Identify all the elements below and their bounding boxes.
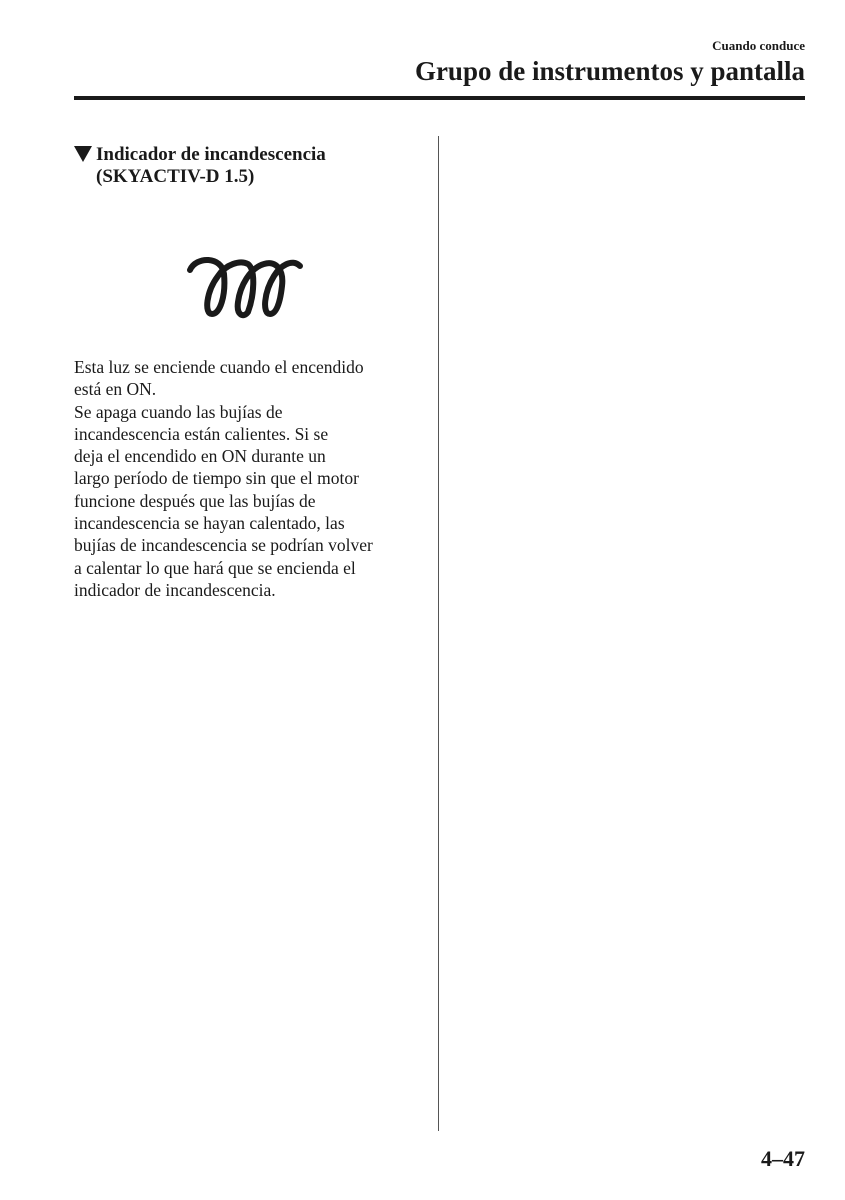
- section-label: Cuando conduce: [712, 38, 805, 53]
- section-heading-line1: Indicador de incandescencia: [96, 144, 326, 165]
- glow-plug-icon: [184, 252, 306, 324]
- paragraph-2: [74, 401, 419, 602]
- text-line: Esta luz se enciende cuando el encendido: [74, 357, 364, 377]
- section-heading: [74, 144, 414, 188]
- paragraph-1: [74, 356, 419, 401]
- text-line: a calentar lo que hará que se encienda el: [74, 557, 356, 578]
- text-line: bujías de incandescencia se podrían volver: [74, 535, 373, 556]
- page-title: Grupo de instrumentos y pantalla: [414, 56, 805, 86]
- text-line: incandescencia se hayan calentado, las: [74, 513, 345, 534]
- text-line: deja el encendido en ON durante un: [74, 446, 326, 467]
- header-rule: [74, 96, 805, 100]
- column-divider: [438, 136, 439, 1131]
- text-line: largo período de tiempo sin que el motor: [74, 468, 359, 489]
- text-line: Se apaga cuando las bujías de: [74, 401, 283, 422]
- page-number: 4–47: [761, 1146, 805, 1171]
- text-line: incandescencia están calientes. Si se: [74, 423, 329, 444]
- body-text: [74, 356, 419, 601]
- section-heading-line2: (SKYACTIV-D 1.5): [96, 166, 255, 187]
- text-line: funcione después que las bujías de: [74, 490, 316, 511]
- text-line: indicador de incandescencia.: [74, 579, 276, 600]
- triangle-marker-icon: [74, 146, 92, 162]
- text-line: está en ON.: [74, 379, 157, 400]
